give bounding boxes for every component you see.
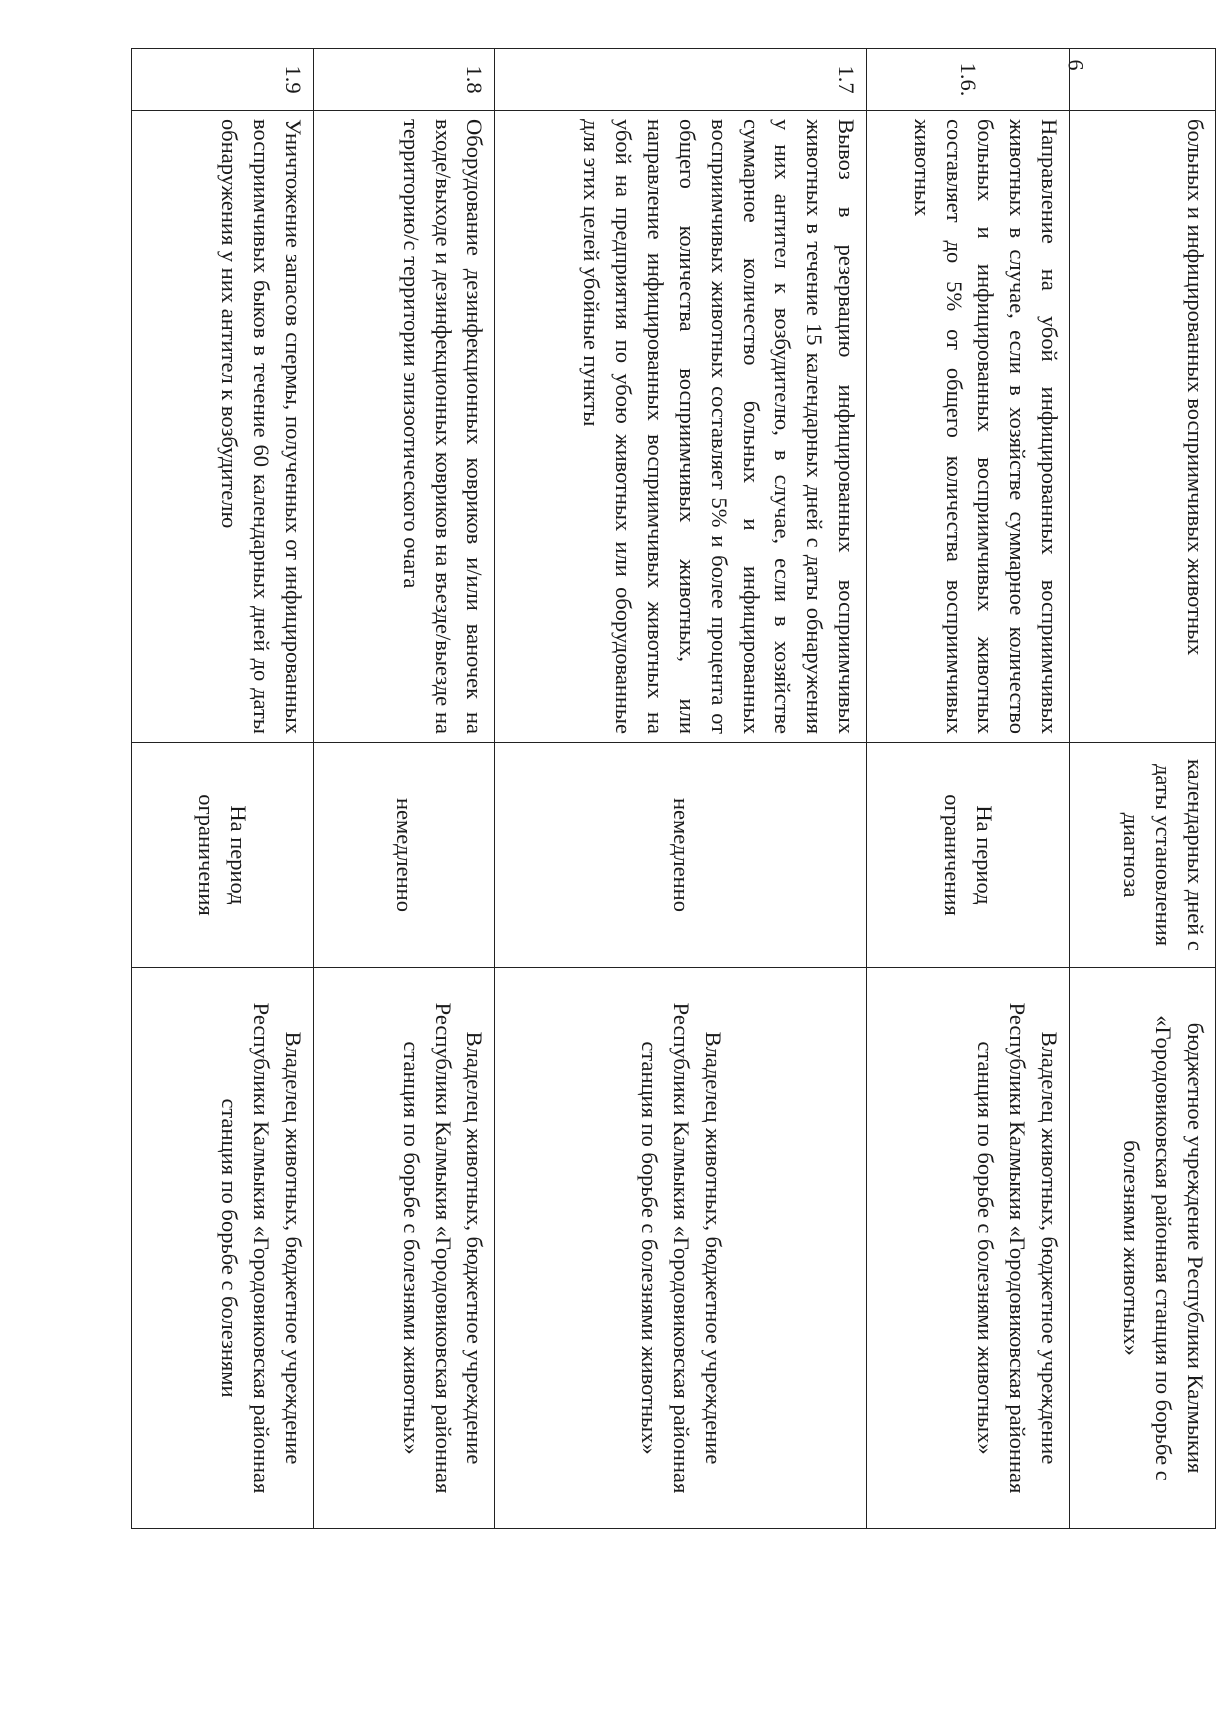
measure-responsible: бюджетное учреждение Республики Калмыкия «Городовиковская районная станция по борьбе с болезнями животных» [1070,968,1216,1529]
measure-responsible: Владелец животных, бюджетное учреждение Республики Калмыкия «Городовиковская районная станция по борьбе с болезнями животных» [867,968,1070,1529]
measure-responsible: Владелец животных, бюджетное учреждение Республики Калмыкия «Городовиковская районная станция по борьбе с болезнями животных» [313,968,495,1529]
table-row [1070,49,1216,1529]
table-row [132,49,314,1529]
measure-term: немедленно [495,743,867,968]
table-row [313,49,495,1529]
rotated-page-content [131,48,1216,1528]
measure-text: Направление на убой инфицированных восприимчивых животных в случае, если в хозяйстве суммарное количество больных и инфицированных восприимчивых животных составляет до 5% от общего количества восприимчивых животных [867,111,1070,743]
measure-text: Оборудование дезинфекционных ковриков и/или ваночек на входе/выходе и дезинфекционных ковриков на въезде/выезде на территорию/с территории эпизоотического очага [313,111,495,743]
measure-responsible: Владелец животных, бюджетное учреждение Республики Калмыкия «Городовиковская районная станция по борьбе с болезнями [132,968,314,1529]
measure-text: Вывоз в резервацию инфицированных восприимчивых животных в течение 15 календарных дней с даты обнаружения у них антител к возбудителю, в случае, если в хозяйстве суммарное количество больных и инфицированных восприимчивых животных составляет 5% и более процента от общего количества восприимчивых животных, или направление инфицированных восприимчивых животных на убой на предприятия по убою животных или оборудованные для этих целей убойные пункты [495,111,867,743]
row-number: 1.8 [313,49,495,111]
measure-term: немедленно [313,743,495,968]
rotated-table-container [131,48,1216,1528]
measure-term: На период ограничения [867,743,1070,968]
row-number [1070,49,1216,111]
measure-text: Уничтожение запасов спермы, полученных от инфицированных восприимчивых быков в течение 60 календарных дней до даты обнаружения у них антител к возбудителю [132,111,314,743]
page-number: 6 [1063,59,1089,71]
row-number: 1.6. [867,49,1070,111]
row-number: 1.7 [495,49,867,111]
table-row [867,49,1070,1529]
measure-term: На период ограничения [132,743,314,968]
measure-term: календарных дней с даты установления диагноза [1070,743,1216,968]
measures-table [131,48,1216,1529]
measure-text: больных и инфицированных восприимчивых животных [1070,111,1216,743]
row-number: 1.9 [132,49,314,111]
table-row [495,49,867,1529]
measure-responsible: Владелец животных, бюджетное учреждение Республики Калмыкия «Городовиковская районная станция по борьбе с болезнями животных» [495,968,867,1529]
